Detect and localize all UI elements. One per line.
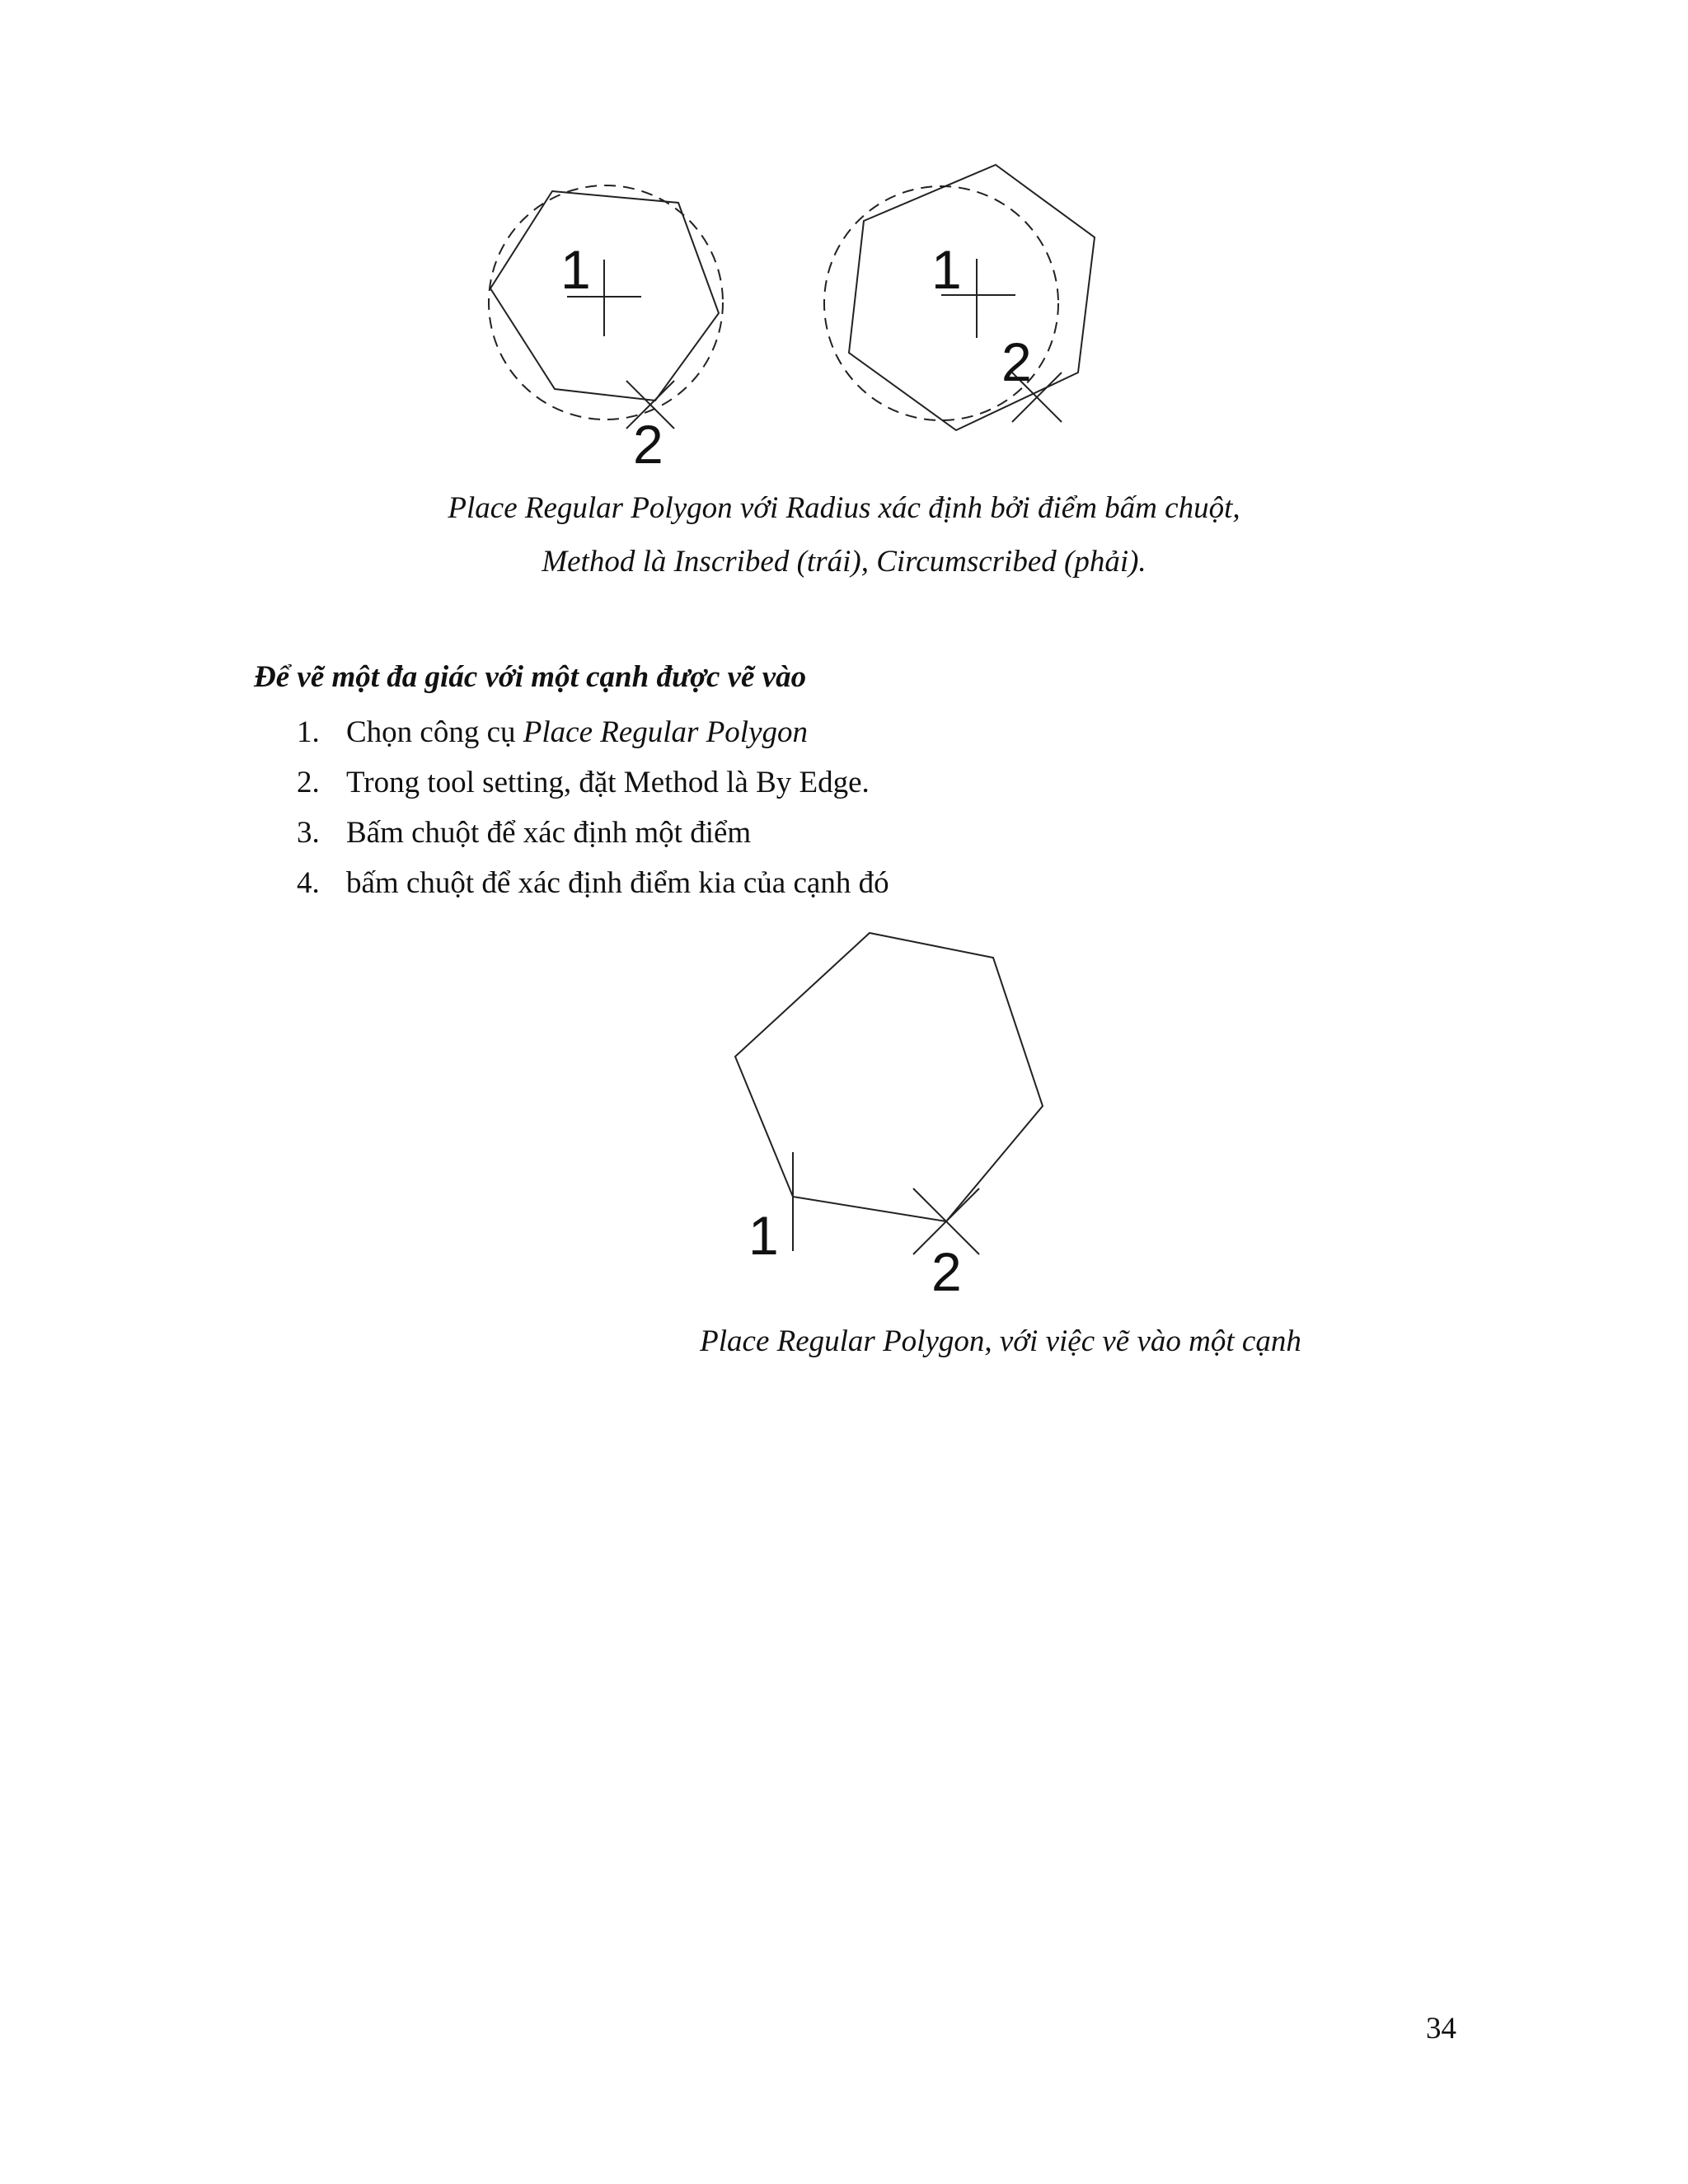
by-edge-label-1: 1 <box>748 1205 779 1266</box>
left-label-1: 1 <box>560 239 591 300</box>
right-label-2: 2 <box>1001 331 1032 392</box>
inscribed-example <box>489 185 723 429</box>
by-edge-example <box>735 933 1043 1254</box>
figure1-caption-line2: Method là Inscribed (trái), Circumscribed (phải). <box>542 545 1146 579</box>
page-number: 34 <box>1426 2012 1456 2046</box>
section-heading: Để vẽ một đa giác với một cạnh được vẽ vào <box>254 660 807 694</box>
right-label-1: 1 <box>931 239 962 300</box>
step-4 <box>297 858 889 908</box>
figure1-caption-line1: Place Regular Polygon với Radius xác định bởi điểm bấm chuột, <box>448 491 1240 525</box>
inscribed-dashed-circle <box>489 185 723 419</box>
left-label-2: 2 <box>633 414 663 470</box>
step-1-tool-name: Place Regular Polygon <box>523 715 809 749</box>
step-1-text: Chọn công cụ <box>346 715 523 749</box>
figure-polygon-by-edge <box>725 923 1055 1302</box>
step-4-text: bấm chuột để xác định điểm kia của cạnh đó <box>346 866 889 900</box>
by-edge-label-2: 2 <box>931 1241 962 1302</box>
step-3-number: 3. <box>297 816 320 850</box>
step-1-number: 1. <box>297 715 320 749</box>
step-2-number: 2. <box>297 766 320 799</box>
step-2-text: Trong tool setting, đặt Method là By Edge. <box>346 766 870 799</box>
step-3-text: Bấm chuột để xác định một điểm <box>346 816 752 850</box>
by-edge-hexagon <box>735 933 1043 1221</box>
step-2 <box>297 757 889 808</box>
steps-list <box>297 707 889 908</box>
figure2-caption: Place Regular Polygon, với việc vẽ vào một cạnh <box>700 1324 1301 1358</box>
step-4-number: 4. <box>297 866 320 900</box>
step-3 <box>297 808 889 858</box>
figure-polygon-radius <box>462 157 1121 470</box>
step-1 <box>297 707 889 757</box>
